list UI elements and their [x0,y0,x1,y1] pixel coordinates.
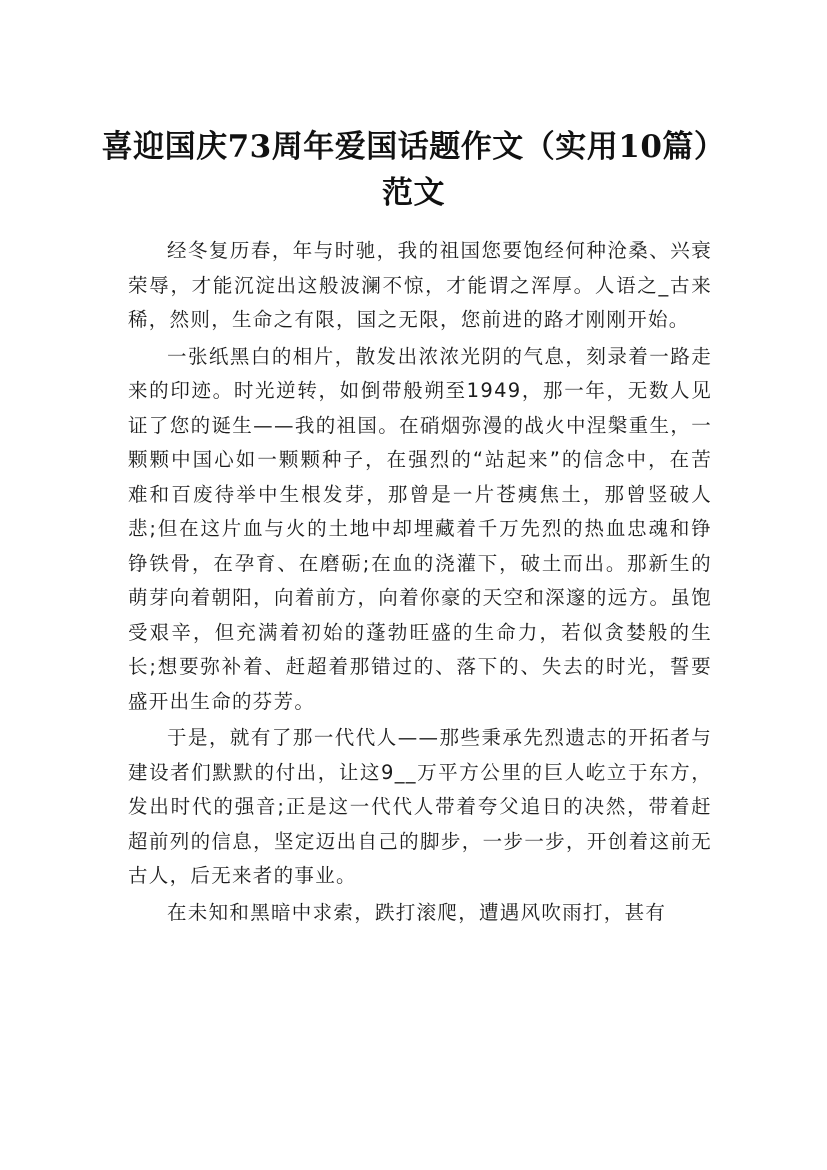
title-line-2: 范文 [382,174,445,211]
essay-body [128,234,712,930]
paragraph-3: 于是，就有了那一代代人——那些秉承先烈遗志的开拓者与建设者们默默的付出，让这9__万平方公里的巨人屹立于东方，发出时代的强音;正是这一代代人带着夸父追日的决然，带着赶超前列的信息，坚定迈出自己的脚步，一步一步，开创着这前无古人，后无来者的事业。 [128,726,712,887]
paragraph-2: 一张纸黑白的相片，散发出浓浓光阴的气息，刻录着一路走来的印迹。时光逆转，如倒带般朔至1949，那一年，无数人见证了您的诞生——我的祖国。在硝烟弥漫的战火中涅槃重生，一颗颗中国心如一颗颗种子，在强烈的“站起来”的信念中，在苦难和百废待举中生根发芽，那曾是一片苍痍焦土，那曾竖破人悲;但在这片血与火的土地中却埋藏着千万先烈的热血忠魂和铮铮铁骨，在孕育、在磨砺;在血的浇灌下，破土而出。那新生的萌芽向着朝阳，向着前方，向着你豪的天空和深邃的远方。虽饱受艰辛，但充满着初始的蓬勃旺盛的生命力，若似贪婪般的生长;想要弥补着、赶超着那错过的、落下的、失去的时光，誓要盛开出生命的芬芳。 [128,344,712,713]
paragraph-1: 经冬复历春，年与时驰，我的祖国您要饱经何种沧桑、兴衰荣辱，才能沉淀出这般波澜不惊，才能谓之浑厚。人语之_古来稀，然则，生命之有限，国之无限，您前进的路才刚刚开始。 [128,239,712,331]
title-line-1: 喜迎国庆73周年爱国话题作文（实用10篇） [101,128,726,165]
document-title [100,124,727,216]
paragraph-4: 在未知和黑暗中求索，跌打滚爬，遭遇风吹雨打，甚有 [167,900,667,924]
